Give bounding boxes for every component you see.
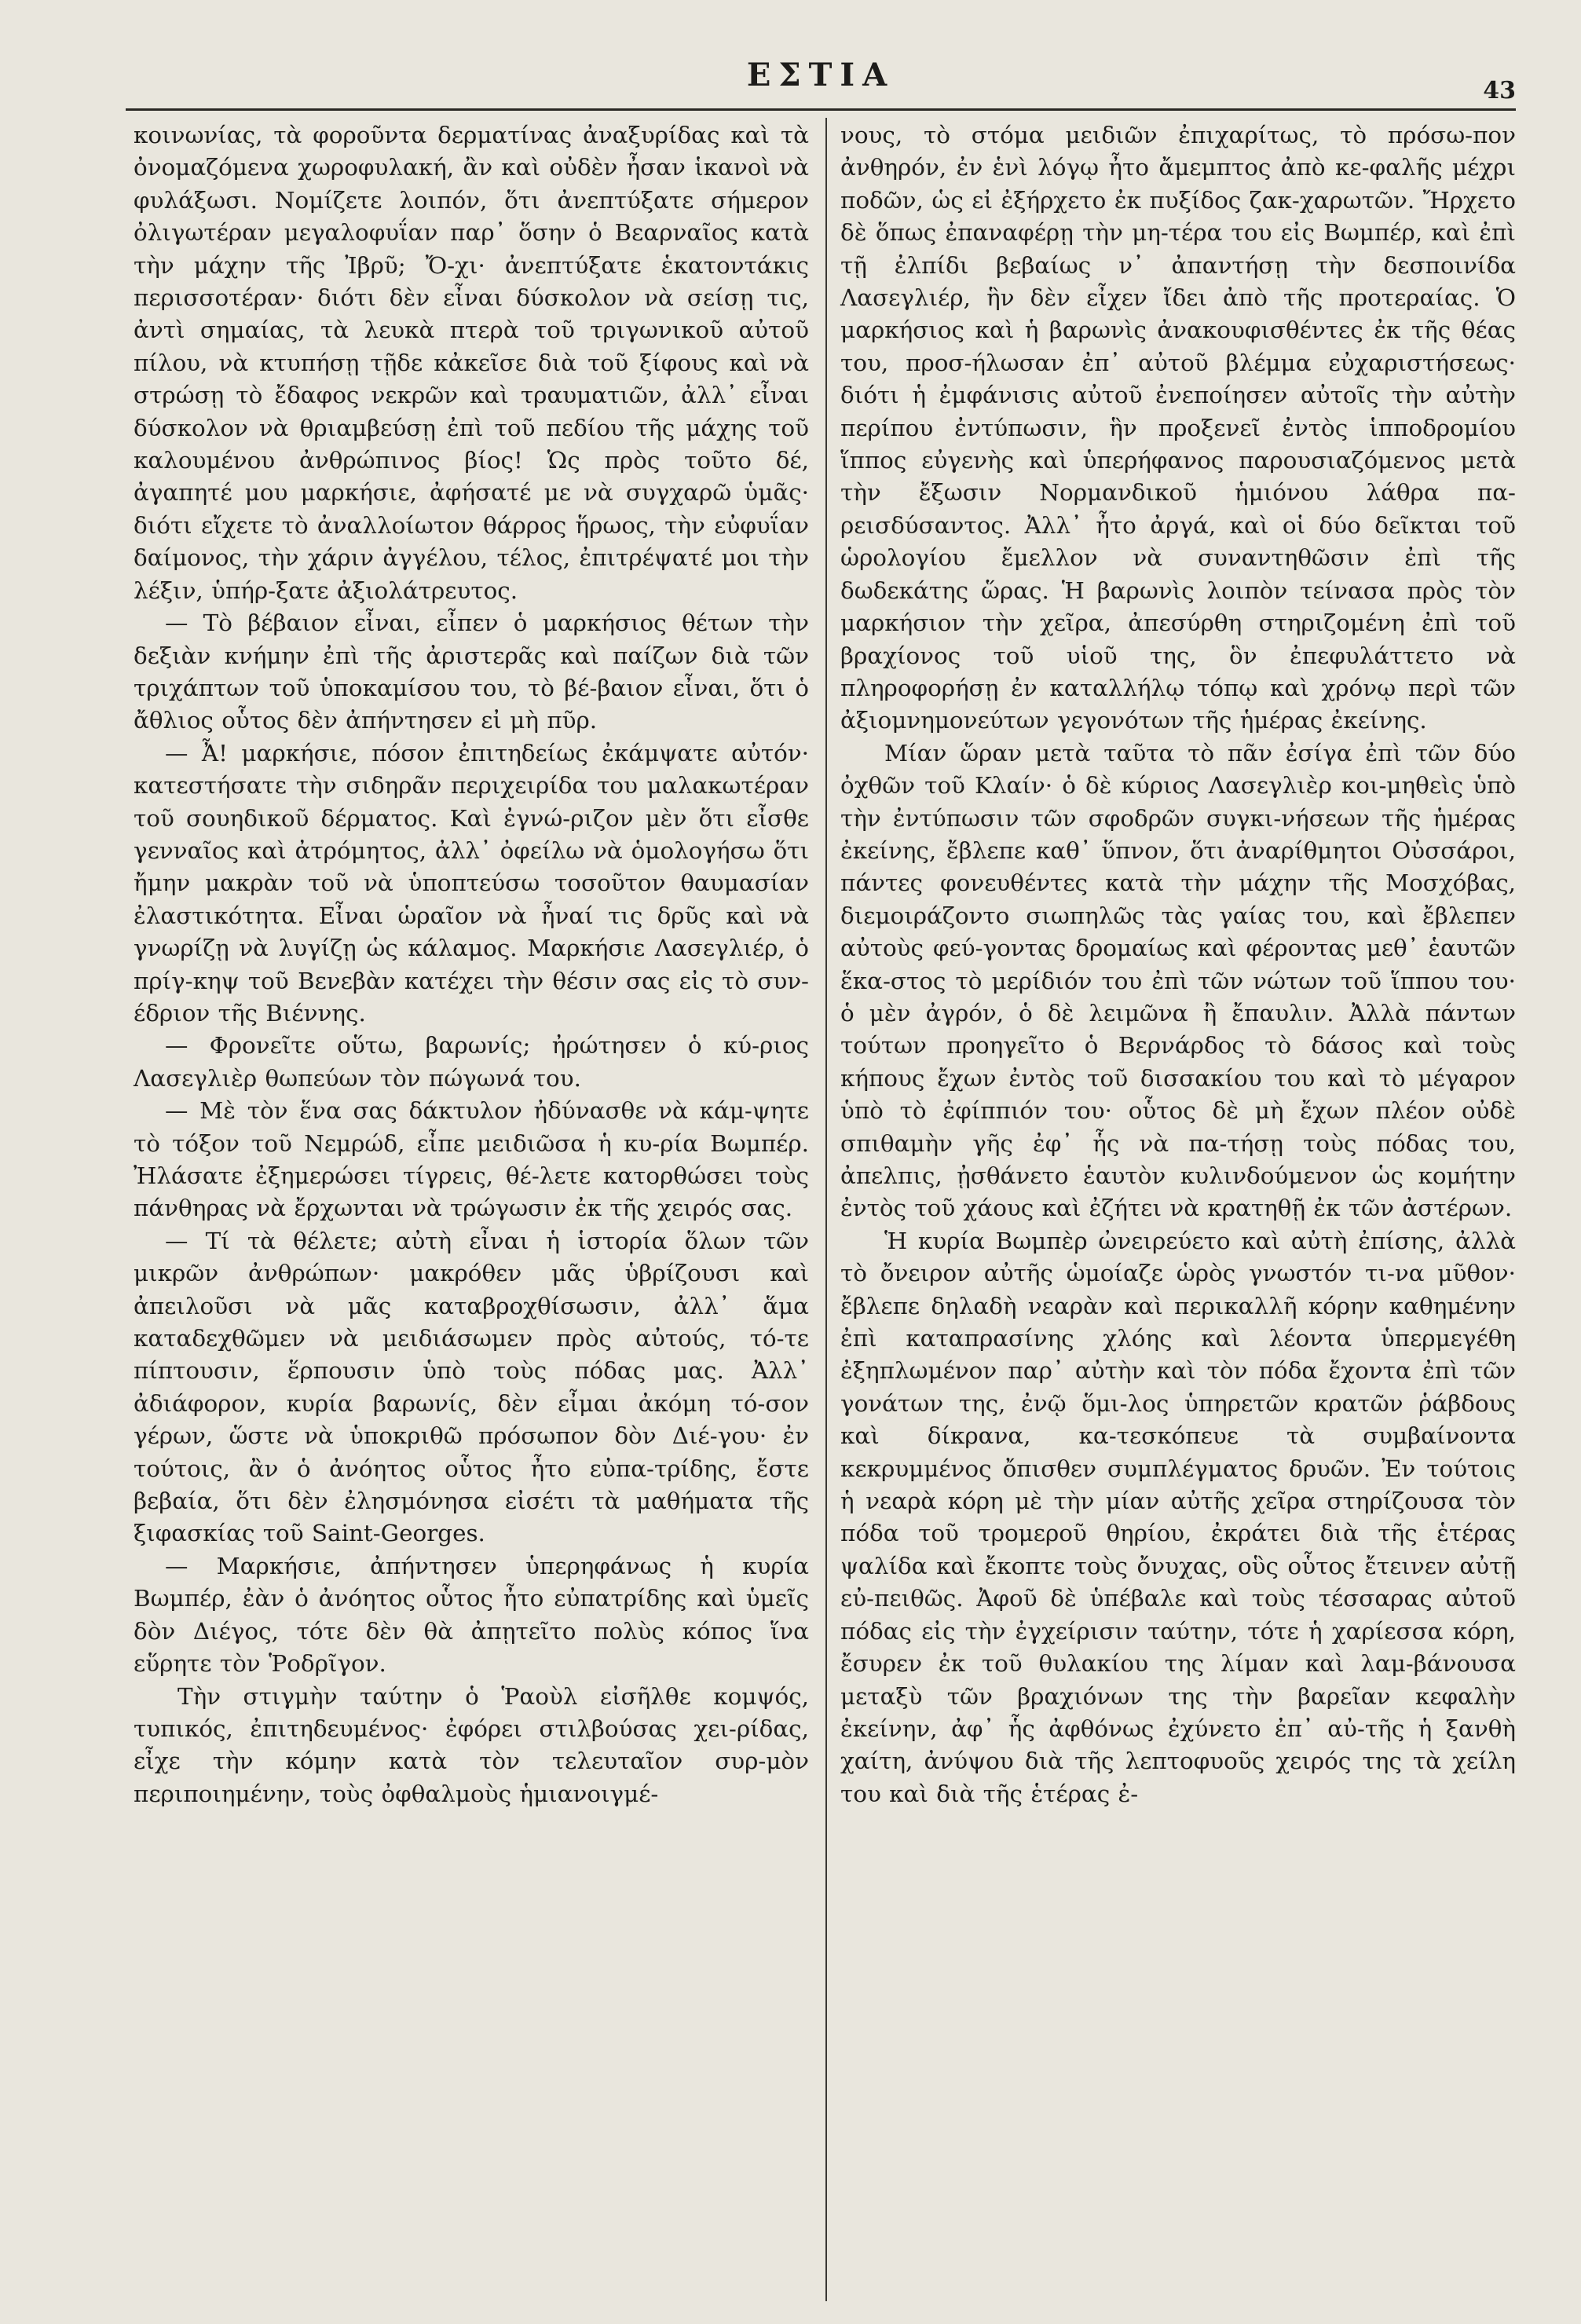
- header-rule: [126, 108, 1516, 111]
- publication-title: ΕΣΤΙΑ: [746, 57, 895, 93]
- page-number: 43: [1483, 77, 1516, 104]
- paragraph: Τὴν στιγμὴν ταύτην ὁ Ῥαοὺλ εἰσῆλθε κομψός, τυπικός, ἐπιτηδευμένος· ἐφόρει στιλβούσας χει-ρίδας, εἶχε τὴν κόμην κατὰ τὸν τελευταῖον συρ-μὸν περιποιημένην, τοὺς ὀφθαλμοὺς ἡμιανοιγμέ-: [134, 1682, 809, 1807]
- paragraph: — Φρονεῖτε οὕτω, βαρωνίς; ἠρώτησεν ὁ κύ-ριος Λασεγλιὲρ θωπεύων τὸν πώγωνά του.: [134, 1032, 809, 1092]
- right-column: [840, 119, 1516, 1810]
- paragraph: κοινωνίας, τὰ φοροῦντα δερματίνας ἀναξυρίδας καὶ τὰ ὀνομαζόμενα χωροφυλακή, ἂν καὶ οὐδὲν ἦσαν ἱκανοὶ νὰ φυλάξωσι. Νομίζετε λοιπόν, ὅτι ἀνεπτύξατε σήμερον ὀλιγωτέραν μεγαλοφυΐαν παρ᾽ ὅσην ὁ Βεαρναῖος κατὰ τὴν μάχην τῆς Ἰβρῦ; Ὄ-χι· ἀνεπτύξατε ἑκατοντάκις περισσοτέραν· διότι δὲν εἶναι δύσκολον νὰ σείσῃ τις, ἀντὶ σημαίας, τὰ λευκὰ πτερὰ τοῦ τριγωνικοῦ αὐτοῦ πίλου, νὰ κτυπήσῃ τῇδε κἀκεῖσε διὰ τοῦ ξίφους καὶ νὰ στρώσῃ τὸ ἔδαφος νεκρῶν καὶ τραυματιῶν, ἀλλ᾽ εἶναι δύσκολον νὰ θριαμβεύσῃ ἐπὶ τοῦ πεδίου τῆς μάχης τοῦ καλουμένου ἀνθρώπινος βίος! Ὡς πρὸς τοῦτο δέ, ἀγαπητέ μου μαρκήσιε, ἀφήσατέ με νὰ συγχαρῶ ὑμᾶς· διότι εἴχετε τὸ ἀναλλοίωτον θάρρος ἥρωος, τὴν εὐφυΐαν δαίμονος, τὴν χάριν ἀγγέλου, τέλος, ἐπιτρέψατέ μοι τὴν λέξιν, ὑπήρ-ξατε ἀξιολάτρευτος.: [134, 122, 809, 604]
- paragraph: — Τὸ βέβαιον εἶναι, εἶπεν ὁ μαρκήσιος θέτων τὴν δεξιὰν κνήμην ἐπὶ τῆς ἀριστερᾶς καὶ παίζων διὰ τῶν τριχάπτων τοῦ ὑποκαμίσου του, τὸ βέ-βαιον εἶναι, ὅτι ὁ ἄθλιος οὗτος δὲν ἀπήντησεν εἰ μὴ πῦρ.: [134, 609, 809, 734]
- paragraph: — Μὲ τὸν ἕνα σας δάκτυλον ἠδύνασθε νὰ κάμ-ψητε τὸ τόξον τοῦ Νεμρώδ, εἶπε μειδιῶσα ἡ κυ-ρία Βωμπέρ. Ἠλάσατε ἐξημερώσει τίγρεις, θέ-λετε κατορθώσει τοὺς πάνθηρας νὰ ἔρχωνται νὰ τρώγωσιν ἐκ τῆς χειρός σας.: [134, 1097, 809, 1222]
- left-column: [134, 119, 809, 1810]
- paragraph: — Μαρκήσιε, ἀπήντησεν ὑπερηφάνως ἡ κυρία Βωμπέρ, ἐὰν ὁ ἀνόητος οὗτος ἦτο εὐπατρίδης καὶ ὑμεῖς δὸν Διέγος, τότε δὲν θὰ ἀπῃτεῖτο πολὺς κόπος ἵνα εὕρητε τὸν Ῥοδρῖγον.: [134, 1552, 809, 1678]
- paragraph: νους, τὸ στόμα μειδιῶν ἐπιχαρίτως, τὸ πρόσω-πον ἀνθηρόν, ἐν ἑνὶ λόγῳ ἦτο ἄμεμπτος ἀπὸ κε-φαλῆς μέχρι ποδῶν, ὡς εἰ ἐξήρχετο ἐκ πυξίδος ζακ-χαρωτῶν. Ἤρχετο δὲ ὅπως ἐπαναφέρῃ τὴν μη-τέρα του εἰς Βωμπέρ, καὶ ἐπὶ τῇ ἐλπίδι βεβαίως ν᾽ ἀπαντήσῃ τὴν δεσποινίδα Λασεγλιέρ, ἣν δὲν εἶχεν ἴδει ἀπὸ τῆς προτεραίας. Ὁ μαρκήσιος καὶ ἡ βαρωνὶς ἀνακουφισθέντες ἐκ τῆς θέας του, προσ-ήλωσαν ἐπ᾽ αὐτοῦ βλέμμα εὐχαριστήσεως· διότι ἡ ἐμφάνισις αὐτοῦ ἐνεποίησεν αὐτοῖς τὴν αὐτὴν περίπου ἐντύπωσιν, ἣν προξενεῖ ἐντὸς ἱπποδρομίου ἵππος εὐγενὴς καὶ ὑπερήφανος παρουσιαζόμενος μετὰ τὴν ἔξωσιν Νορμανδικοῦ ἡμιόνου λάθρα πα-ρεισδύσαντος. Ἀλλ᾽ ἦτο ἀργά, καὶ οἱ δύο δεῖκται τοῦ ὡρολογίου ἔμελλον νὰ συναντηθῶσιν ἐπὶ τῆς δωδεκάτης ὥρας. Ἡ βαρωνὶς λοιπὸν τείνασα πρὸς τὸν μαρκήσιον τὴν χεῖρα, ἀπεσύρθη στηριζομένη ἐπὶ τοῦ βραχίονος τοῦ υἱοῦ της, ὃν ἐπεφυλάττετο νὰ πληροφορήσῃ ἐν καταλλήλῳ τόπῳ καὶ χρόνῳ περὶ τῶν ἀξιομνημονεύτων γεγονότων τῆς ἡμέρας ἐκείνης.: [840, 122, 1516, 734]
- paragraph: Ἡ κυρία Βωμπὲρ ὠνειρεύετο καὶ αὐτὴ ἐπίσης, ἀλλὰ τὸ ὄνειρον αὐτῆς ὡμοίαζε ὡρὸς γνωστόν τι-να μῦθον· ἔβλεπε δηλαδὴ νεαρὰν καὶ περικαλλῆ κόρην καθημένην ἐπὶ καταπρασίνης χλόης καὶ λέοντα ὑπερμεγέθη ἐξηπλωμένον παρ᾽ αὐτὴν καὶ τὸν πόδα ἔχοντα ἐπὶ τῶν γονάτων της, ἐνῷ ὅμι-λος ὑπηρετῶν κρατῶν ῥάβδους καὶ δίκρανα, κα-τεσκόπευε τὰ συμβαίνοντα κεκρυμμένος ὄπισθεν συμπλέγματος δρυῶν. Ἐν τούτοις ἡ νεαρὰ κόρη μὲ τὴν μίαν αὐτῆς χεῖρα στηρίζουσα τὸν πόδα τοῦ τρομεροῦ θηρίου, ἐκράτει διὰ τῆς ἑτέρας ψαλίδα καὶ ἔκοπτε τοὺς ὄνυχας, οὓς οὗτος ἔτεινεν αὐτῇ εὐ-πειθῶς. Ἀφοῦ δὲ ὑπέβαλε καὶ τοὺς τέσσαρας αὐτοῦ πόδας εἰς τὴν ἐγχείρισιν ταύτην, τότε ἡ χαρίεσσα κόρη, ἔσυρεν ἐκ τοῦ θυλακίου της λίμαν καὶ λαμ-βάνουσα μεταξὺ τῶν βραχιόνων της τὴν βαρεῖαν κεφαλὴν ἐκείνην, ἀφ᾽ ἧς ἀφθόνως ἐχύνετο ἐπ᾽ αὐ-τῆς ἡ ξανθὴ χαίτη, ἀνύψου διὰ τῆς λεπτοφυοῦς χειρός της τὰ χείλη του καὶ διὰ τῆς ἑτέρας ἐ-: [840, 1227, 1516, 1807]
- page-header: [126, 57, 1516, 104]
- paragraph: Μίαν ὥραν μετὰ ταῦτα τὸ πᾶν ἐσίγα ἐπὶ τῶν δύο ὀχθῶν τοῦ Κλαίν· ὁ δὲ κύριος Λασεγλιὲρ κοι-μηθεὶς ὑπὸ τὴν ἐντύπωσιν τῶν σφοδρῶν συγκι-νήσεων τῆς ἡμέρας ἐκείνης, ἔβλεπε καθ᾽ ὕπνον, ὅτι ἀναρίθμητοι Οὐσσάροι, πάντες φονευθέντες κατὰ τὴν μάχην τῆς Μοσχόβας, διεμοιράζοντο σιωπηλῶς τὰς γαίας του, καὶ ἔβλεπεν αὐτοὺς φεύ-γοντας δρομαίως καὶ φέροντας μεθ᾽ ἑαυτῶν ἕκα-στος τὸ μερίδιόν του ἐπὶ τῶν νώτων τοῦ ἵππου του· ὁ μὲν ἀγρόν, ὁ δὲ λειμῶνα ἢ ἔπαυλιν. Ἀλλὰ πάντων τούτων προηγεῖτο ὁ Βερνάρδος τὸ δάσος καὶ τοὺς κήπους ἔχων ἐντὸς τοῦ δισσακίου του καὶ τὸ μέγαρον ὑπὸ τὸ ἐφίππιόν του· οὗτος δὲ μὴ ἔχων πλέον οὐδὲ σπιθαμὴν γῆς ἐφ᾽ ἧς νὰ πα-τήσῃ τοὺς πόδας του, ἀπελπις, ᾐσθάνετο ἑαυτὸν κυλινδούμενον ὡς κομήτην ἐντὸς τοῦ χάους καὶ ἐζήτει νὰ κρατηθῇ ἐκ τῶν ἀστέρων.: [840, 739, 1516, 1222]
- paragraph: — Τί τὰ θέλετε; αὐτὴ εἶναι ἡ ἱστορία ὅλων τῶν μικρῶν ἀνθρώπων· μακρόθεν μᾶς ὑβρίζουσι καὶ ἀπειλοῦσι νὰ μᾶς καταβροχθίσωσιν, ἀλλ᾽ ἅμα καταδεχθῶμεν νὰ μειδιάσωμεν πρὸς αὐτούς, τό-τε πίπτουσιν, ἕρπουσιν ὑπὸ τοὺς πόδας μας. Ἀλλ᾽ ἀδιάφορον, κυρία βαρωνίς, δὲν εἶμαι ἀκόμη τό-σον γέρων, ὥστε νὰ ὑποκριθῶ πρόσωπον δὸν Διέ-γου· ἐν τούτοις, ἂν ὁ ἀνόητος οὗτος ἦτο εὐπα-τρίδης, ἔστε βεβαία, ὅτι δὲν ἐλησμόνησα εἰσέτι τὰ μαθήματα τῆς ξιφασκίας τοῦ Saint-Georges.: [134, 1227, 809, 1547]
- paragraph: — Ἆ! μαρκήσιε, πόσον ἐπιτηδείως ἐκάμψατε αὐτόν· κατεστήσατε τὴν σιδηρᾶν περιχειρίδα του μαλακωτέραν τοῦ σουηδικοῦ δέρματος. Καὶ ἐγνώ-ριζον μὲν ὅτι εἶσθε γενναῖος καὶ ἀτρόμητος, ἀλλ᾽ ὀφείλω νὰ ὁμολογήσω ὅτι ἤμην μακρὰν τοῦ νὰ ὑποπτεύσω τοσοῦτον θαυμασίαν ἐλαστικότητα. Εἶναι ὡραῖον νὰ ἦναί τις δρῦς καὶ νὰ γνωρίζῃ νὰ λυγίζῃ ὡς κάλαμος. Μαρκήσιε Λασεγλιέρ, ὁ πρίγ-κηψ τοῦ Βενεβὰν κατέχει τὴν θέσιν σας εἰς τὸ συν-έδριον τῆς Βιέννης.: [134, 739, 809, 1027]
- column-divider: [825, 118, 827, 2301]
